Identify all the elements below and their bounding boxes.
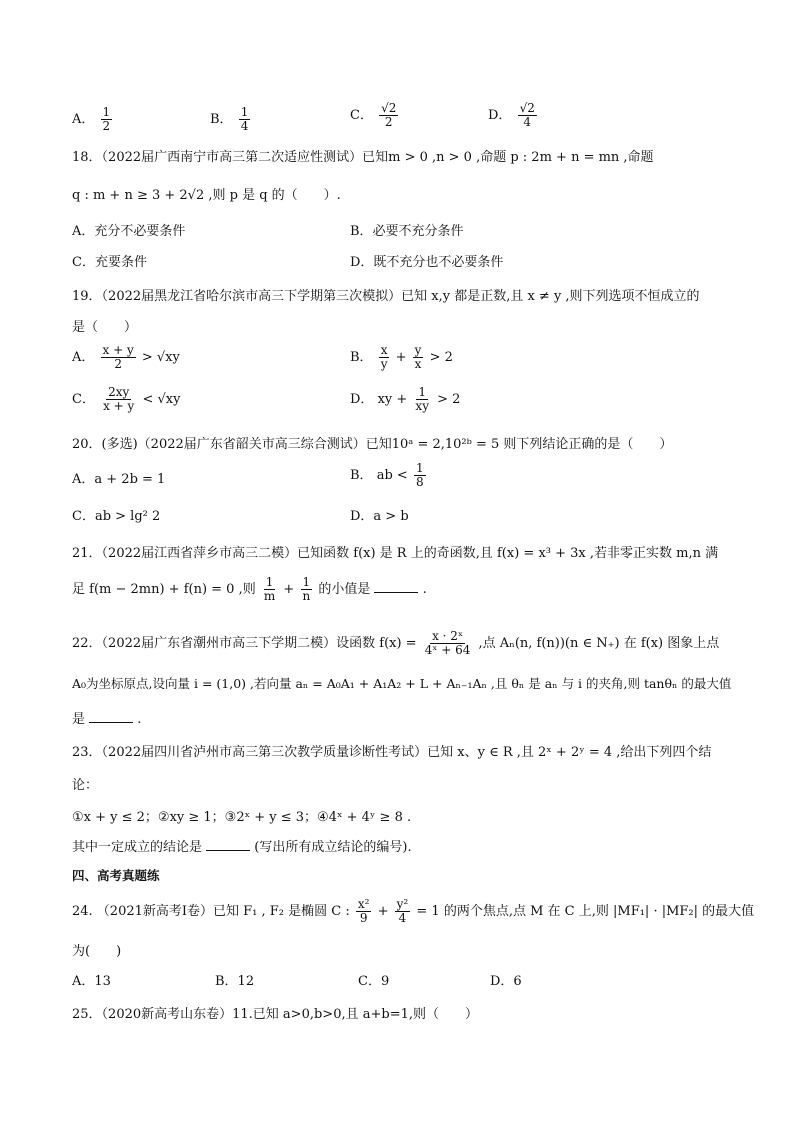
q22-stem-line1: 22．（2022届广东省潮州市高三下学期二模）设函数 f(x) = $\frac{\text{x · 2ˣ}}{\text{4ˣ + 64}}$ ,点 Aₙ(n, f(n))(n ∈ N₊) 在 f(x) 图象上点: [72, 629, 720, 658]
q24-option-a[interactable]: A．13: [72, 974, 111, 989]
fraction: $\frac{1}{xy}$: [415, 385, 429, 414]
section-heading: 四、高考真题练: [72, 868, 160, 883]
fraction: $\frac{x + y}{2}$: [102, 343, 134, 372]
q18-stem-line2: q : m + n ≥ 3 + 2√2 ,则 p 是 q 的（ ）.: [72, 188, 341, 203]
q19-option-c[interactable]: C． $\frac{2xy}{x + y}$ < √xy: [72, 385, 181, 414]
fraction: $\frac{\text{x²}}{9}$: [357, 897, 370, 926]
fraction: $\frac{\text{y²}}{4}$: [396, 897, 409, 926]
q18-stem-line1: 18．（2022届广西南宁市高三第二次适应性测试）已知m > 0 ,n > 0 ,命题 p : 2m + n = mn ,命题: [72, 150, 654, 165]
q18-option-a[interactable]: A．充分不必要条件: [72, 224, 186, 239]
q24-stem-line2: 为( ): [72, 944, 122, 959]
q17-option-d[interactable]: D． $\frac{√2}{4}$: [488, 101, 535, 130]
fraction: $\frac{x}{y}$: [380, 343, 388, 372]
fraction: $\frac{1}{n}$: [302, 575, 311, 604]
q25-stem: 25．（2020新高考山东卷）11.已知 a>0,b>0,且 a+b=1,则（ ）: [72, 1007, 478, 1022]
q17-option-a[interactable]: A． $\frac{1}{2}$: [72, 105, 111, 134]
q17-option-b[interactable]: B． $\frac{1}{4}$: [210, 105, 249, 134]
q22-stem-line2: A₀为坐标原点,设向量 i = (1,0) ,若向量 aₙ = A₀A₁ + A₁A₂ + L + Aₙ₋₁Aₙ ,且 θₙ 是 aₙ 与 i 的夹角,则 tanθₙ 的最大值: [72, 676, 732, 691]
fraction: $\frac{\text{x · 2ˣ}}{\text{4ˣ + 64}}$: [424, 629, 471, 658]
q20-option-a[interactable]: A．a + 2b = 1: [72, 472, 166, 487]
fraction: $\frac{1}{2}$: [102, 105, 111, 134]
q19-stem-line1: 19．（2022届黑龙江省哈尔滨市高三下学期第三次模拟）已知 x,y 都是正数,且 x ≠ y ,则下列选项不恒成立的: [72, 289, 700, 304]
q19-option-d[interactable]: D． xy + $\frac{1}{xy}$ > 2: [350, 385, 461, 414]
q23-conclusions: ①x + y ≤ 2；②xy ≥ 1；③2ˣ + y ≤ 3；④4ˣ + 4ʸ ≥ 8 .: [72, 810, 412, 825]
q24-option-b[interactable]: B．12: [215, 974, 255, 989]
q19-stem-line2: 是（ ）: [72, 320, 138, 335]
q22-stem-line3: 是 .: [72, 712, 142, 727]
q20-option-b[interactable]: B． ab < $\frac{1}{8}$: [350, 461, 424, 490]
q23-stem-line4: 其中一定成立的结论是 (写出所有成立结论的编号).: [72, 840, 412, 855]
fraction: $\frac{1}{4}$: [240, 105, 249, 134]
q23-stem-line2: 论：: [72, 778, 99, 793]
q23-stem-line1: 23．（2022届四川省泸州市高三第三次教学质量诊断性考试）已知 x、y ∈ R ,且 2ˣ + 2ʸ = 4 ,给出下列四个结: [72, 745, 712, 760]
fraction: $\frac{1}{m}$: [263, 575, 276, 604]
q24-option-d[interactable]: D．6: [490, 974, 522, 989]
q20-stem: 20．(多选)（2022届广东省韶关市高三综合测试）已知10ᵃ = 2,10²ᵇ = 5 则下列结论正确的是（ ）: [72, 437, 673, 452]
q20-option-d[interactable]: D．a > b: [350, 509, 409, 524]
fraction: $\frac{√2}{2}$: [381, 101, 397, 130]
q19-option-a[interactable]: A． $\frac{x + y}{2}$ > √xy: [72, 343, 180, 372]
answer-blank[interactable]: [374, 582, 418, 593]
q21-stem-line2: 足 f(m − 2mn) + f(n) = 0 ,则 $\frac{1}{m}$ + $\frac{1}{n}$ 的小值是 .: [72, 575, 427, 604]
q20-option-c[interactable]: C．ab > lg² 2: [72, 509, 161, 524]
answer-blank[interactable]: [89, 712, 133, 723]
q24-option-c[interactable]: C．9: [358, 974, 390, 989]
q18-option-b[interactable]: B．必要不充分条件: [350, 224, 464, 239]
q17-option-c[interactable]: C． $\frac{√2}{2}$: [350, 101, 397, 130]
fraction: $\frac{√2}{4}$: [519, 101, 535, 130]
answer-blank[interactable]: [206, 840, 250, 851]
q19-option-b[interactable]: B． $\frac{x}{y}$ + $\frac{y}{x}$ > 2: [350, 343, 453, 372]
fraction: $\frac{2xy}{x + y}$: [103, 385, 135, 414]
fraction: $\frac{y}{x}$: [414, 343, 422, 372]
q18-option-d[interactable]: D．既不充分也不必要条件: [350, 255, 504, 270]
q24-stem-line1: 24. （2021新高考Ⅰ卷）已知 F₁ , F₂ 是椭圆 C : $\frac{\text{x²}}{9}$ + $\frac{\text{y²}}{4}$ = 1 的两个焦点,点 M 在 C 上,则 |MF₁| · |MF₂| 的最大值: [72, 897, 755, 926]
q21-stem-line1: 21．（2022届江西省萍乡市高三二模）已知函数 f(x) 是 R 上的奇函数,且 f(x) = x³ + 3x ,若非零正实数 m,n 满: [72, 546, 719, 561]
fraction: $\frac{1}{8}$: [415, 461, 424, 490]
q18-option-c[interactable]: C．充要条件: [72, 255, 147, 270]
